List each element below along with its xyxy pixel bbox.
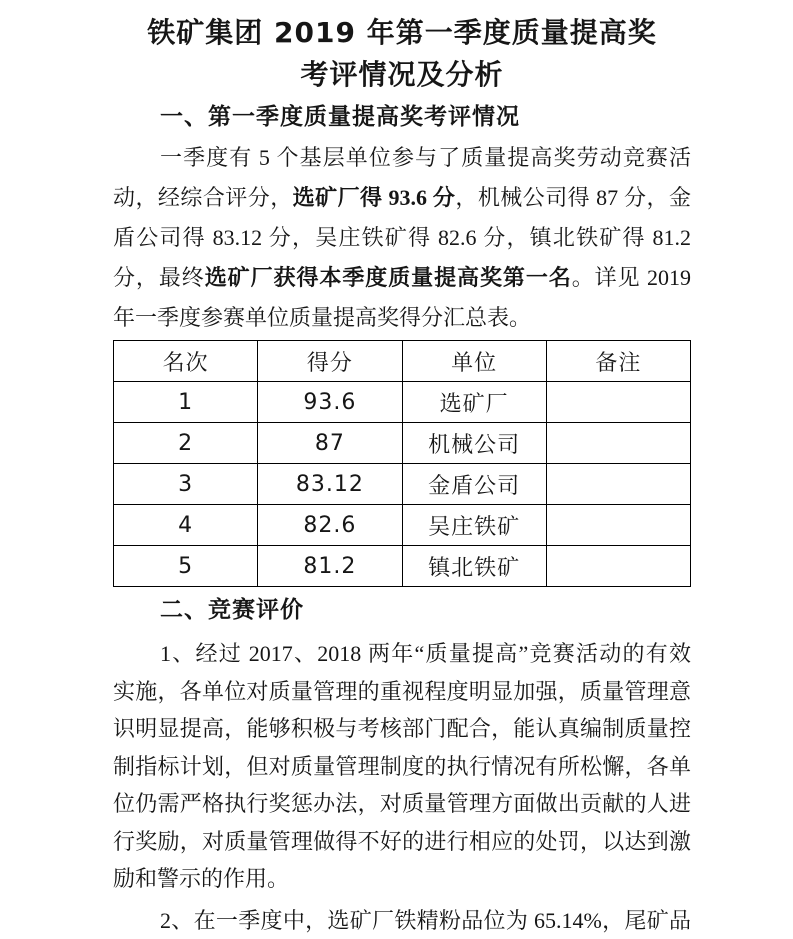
paragraph-line: 识明显提高，能够积极与考核部门配合，能认真编制质量控: [113, 716, 691, 741]
cell-score: 87: [258, 423, 402, 464]
cell-rank: 1: [114, 382, 258, 423]
cell-unit: 金盾公司: [402, 464, 546, 505]
bold-text-segment: 选矿厂得 93.6 分: [292, 185, 456, 210]
paragraph-line: 实施，各单位对质量管理的重视程度明显加强，质量管理意: [113, 678, 691, 704]
cell-unit: 吴庄铁矿: [402, 505, 546, 546]
text-segment: 动，经综合评分，: [113, 185, 293, 210]
score-summary-table: [113, 340, 691, 587]
paragraph-line: 盾公司得 83.12 分，吴庄铁矿得 82.6 分，镇北铁矿得 81.2: [113, 225, 691, 250]
paragraph-line: 位仍需严格执行奖惩办法，对质量管理方面做出贡献的人进: [113, 791, 691, 816]
cell-rank: 5: [114, 546, 258, 587]
paragraph-line: 年一季度参赛单位质量提高奖得分汇总表。: [113, 305, 532, 330]
header-score: 得分: [258, 341, 402, 382]
cell-score: 93.6: [258, 382, 402, 423]
header-remarks: 备注: [546, 341, 690, 382]
cell-remarks: [546, 505, 690, 546]
table-row: [114, 382, 691, 423]
header-unit: 单位: [402, 341, 546, 382]
table-row: [114, 505, 691, 546]
cell-unit: 选矿厂: [402, 382, 546, 423]
cell-remarks: [546, 423, 690, 464]
document-title-line-1: 铁矿集团 2019 年第一季度质量提高奖: [147, 16, 657, 49]
table-row: [114, 464, 691, 505]
section-2-paragraph-1: [113, 635, 691, 898]
cell-score: 82.6: [258, 505, 402, 546]
cell-rank: 3: [114, 464, 258, 505]
cell-remarks: [546, 464, 690, 505]
cell-score: 81.2: [258, 546, 402, 587]
cell-remarks: [546, 382, 690, 423]
section-2-paragraph-2: [113, 902, 691, 939]
table-row: [114, 423, 691, 464]
paragraph-line: 一季度有 5 个基层单位参与了质量提高奖劳动竞赛活: [160, 145, 691, 170]
paragraph-line: 2、在一季度中，选矿厂铁精粉品位为 65.14%，尾矿品: [160, 907, 691, 933]
cell-remarks: [546, 546, 690, 587]
paragraph-line: 行奖励，对质量管理做得不好的进行相应的处罚，以达到激: [113, 828, 691, 854]
cell-rank: 4: [114, 505, 258, 546]
paragraph-line: 制指标计划，但对质量管理制度的执行情况有所松懈，各单: [113, 753, 691, 779]
cell-unit: 镇北铁矿: [402, 546, 546, 587]
paragraph-line: [113, 178, 691, 218]
text-segment: 。详见 2019: [571, 265, 691, 290]
cell-score: 83.12: [258, 464, 402, 505]
paragraph-line: [113, 258, 691, 298]
cell-rank: 2: [114, 423, 258, 464]
table-header-row: [114, 341, 691, 382]
text-segment: 分，最终: [113, 265, 205, 290]
paragraph-line: 励和警示的作用。: [113, 866, 290, 891]
section-1-heading: 一、第一季度质量提高奖考评情况: [160, 104, 520, 130]
paragraph-line: 1、经过 2017、2018 两年“质量提高”竞赛活动的有效: [160, 641, 691, 666]
document-title-line-2: 考评情况及分析: [300, 58, 504, 91]
header-rank: 名次: [114, 341, 258, 382]
table-row: [114, 546, 691, 587]
text-segment: ，机械公司得 87 分，金: [455, 185, 691, 210]
section-2-heading: 二、竞赛评价: [160, 597, 304, 623]
cell-unit: 机械公司: [402, 423, 546, 464]
section-1-paragraph: [113, 138, 691, 338]
bold-text-segment: 选矿厂获得本季度质量提高奖第一名: [204, 265, 572, 290]
document-title: [113, 12, 691, 96]
